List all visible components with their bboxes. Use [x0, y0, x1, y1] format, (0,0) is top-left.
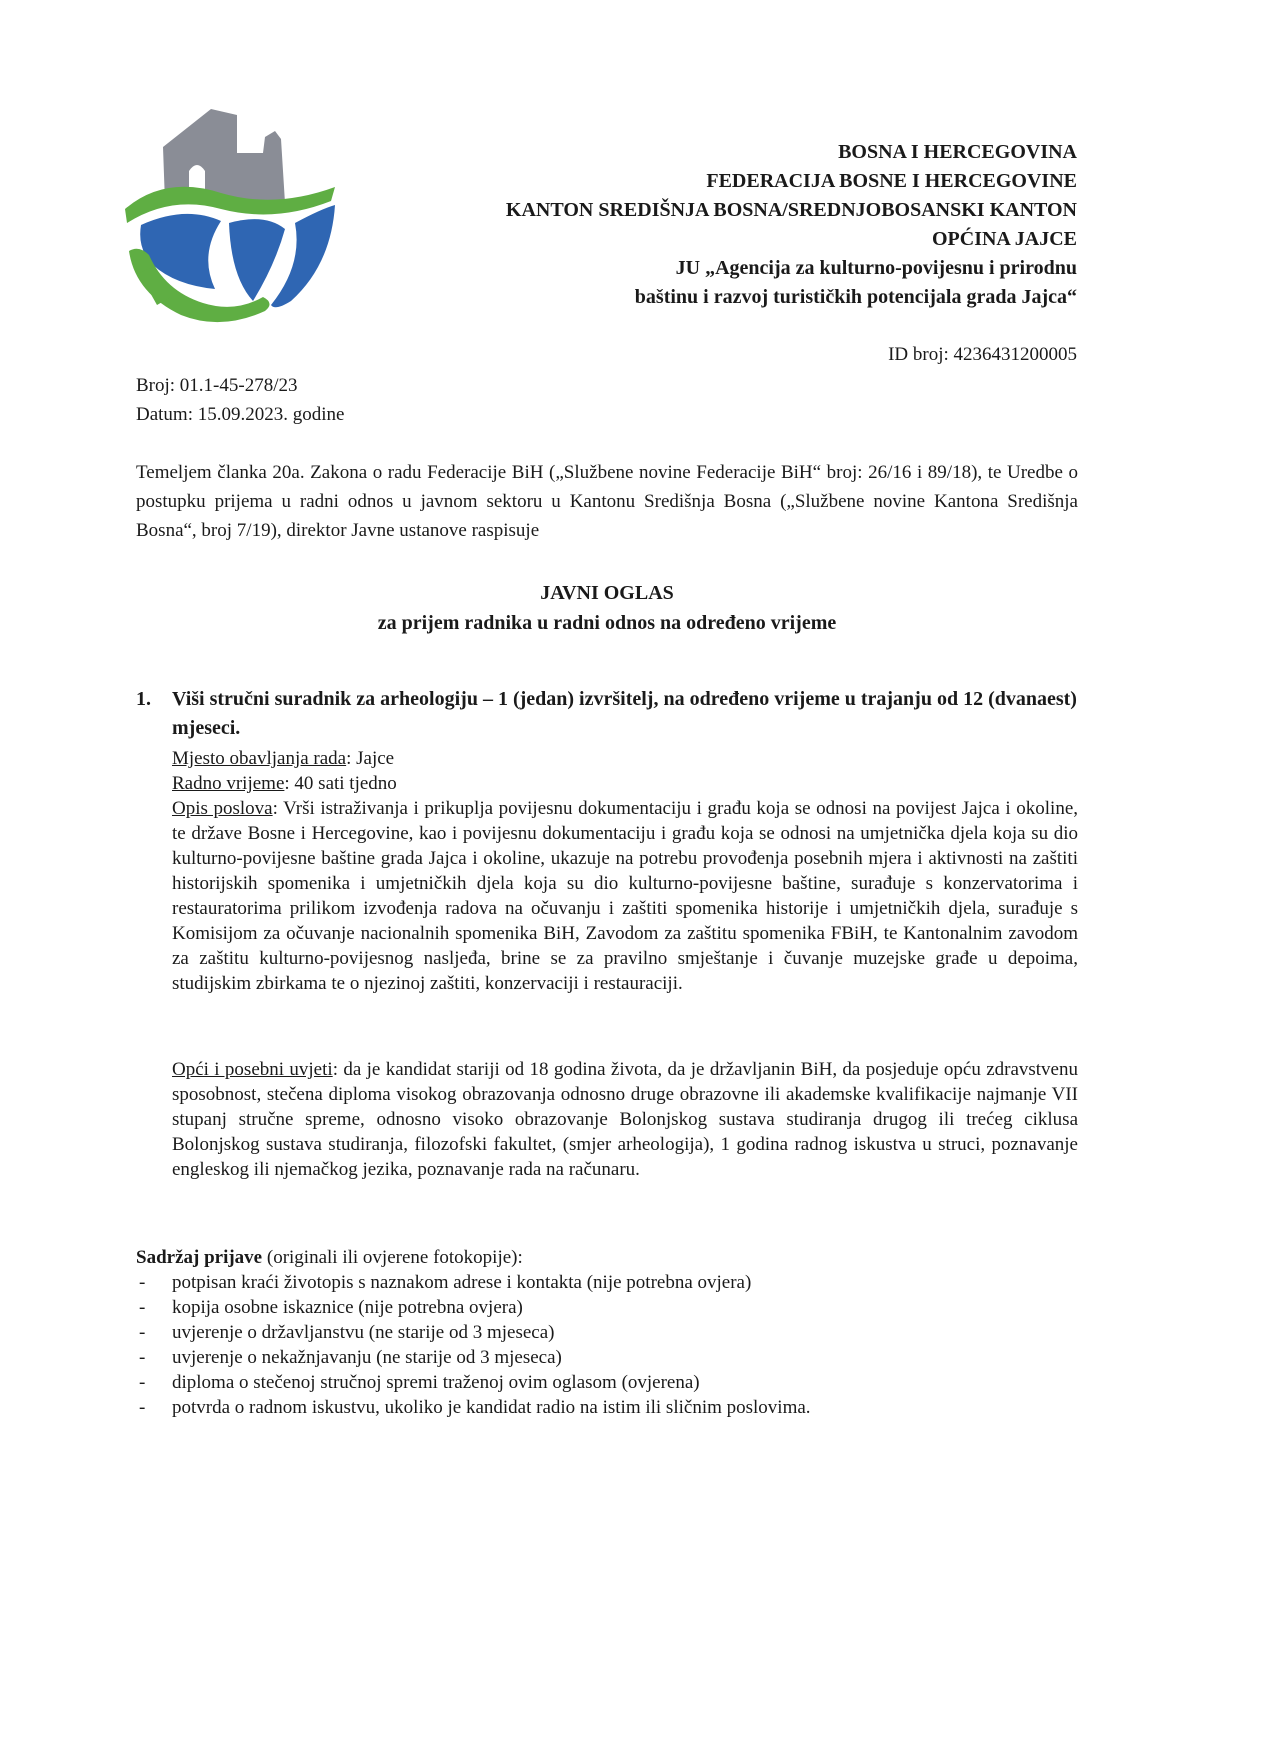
list-item-diploma: diploma o stečenoj stručnoj spremi traženoj ovim oglasom (ovjerena): [172, 1372, 700, 1393]
list-item-no-criminal-record: uvjerenje o nekažnjavanju (ne starije od 3 mjeseca): [172, 1347, 562, 1368]
header-federation: FEDERACIJA BOSNE I HERCEGOVINE: [706, 170, 1077, 192]
list-item: [136, 1295, 1078, 1320]
list-item-citizenship: uvjerenje o državljanstvu (ne starije od 3 mjeseca): [172, 1322, 555, 1343]
id-number: ID broj: 4236431200005: [888, 344, 1077, 365]
logo-blue-right: [271, 205, 335, 307]
list-dash: -: [139, 1372, 146, 1393]
announcement-title: [136, 578, 1078, 638]
working-hours-label: Radno vrijeme: [172, 773, 285, 794]
header-agency-line2: baštinu i razvoj turističkih potencijala grada Jajca“: [634, 286, 1077, 308]
working-hours: [172, 771, 1078, 796]
list-item: [136, 1345, 1078, 1370]
working-hours-value: : 40 sati tjedno: [284, 773, 397, 794]
requirements-label: Opći i posebni uvjeti: [172, 1059, 333, 1080]
work-location-value: : Jajce: [346, 748, 395, 769]
application-contents-note: (originali ili ovjerene fotokopije):: [262, 1247, 523, 1268]
header-country: BOSNA I HERCEGOVINA: [838, 141, 1077, 163]
list-item-id-copy: kopija osobne iskaznice (nije potrebna ovjera): [172, 1297, 523, 1318]
list-item-text: [172, 1270, 751, 1295]
reference-number: Broj: 01.1-45-278/23: [136, 375, 298, 396]
document-references: [136, 371, 344, 429]
title-main: JAVNI OGLAS: [540, 582, 674, 604]
header-agency-line1: JU „Agencija za kulturno-povijesnu i prirodnu: [675, 257, 1077, 279]
list-item-cv: potpisan kraći životopis s naznakom adrese i kontakta (nije potrebna ovjera): [172, 1272, 752, 1293]
logo-blue-center: [229, 219, 285, 301]
job-description: [172, 796, 1078, 996]
list-dash: -: [139, 1272, 146, 1293]
agency-logo: [125, 105, 355, 345]
position-heading: [136, 685, 1078, 743]
header-canton: KANTON SREDIŠNJA BOSNA/SREDNJOBOSANSKI KANTON: [505, 199, 1077, 221]
list-dash: -: [139, 1347, 146, 1368]
requirements: [172, 1057, 1078, 1182]
work-location-label: Mjesto obavljanja rada: [172, 748, 347, 769]
application-contents-list: [136, 1270, 1078, 1420]
title-sub: za prijem radnika u radni odnos na određeno vrijeme: [377, 612, 837, 634]
list-dash: -: [139, 1297, 146, 1318]
header-municipality: OPĆINA JAJCE: [931, 228, 1077, 250]
list-dash: -: [139, 1397, 146, 1418]
document-header: [506, 138, 1077, 312]
position-title: Viši stručni suradnik za arheologiju – 1 (jedan) izvršitelj, na određeno vrijeme u trajanju od 12 (dvanaest) mjeseci.: [172, 688, 1077, 739]
position-number: 1.: [136, 688, 151, 710]
list-dash: -: [139, 1322, 146, 1343]
list-item: [136, 1320, 1078, 1345]
list-item-work-experience: potvrda o radnom iskustvu, ukoliko je kandidat radio na istim ili sličnim poslovima.: [172, 1397, 811, 1418]
list-item: [136, 1370, 1078, 1395]
job-description-text: : Vrši istraživanja i prikuplja povijesnu dokumentaciju i građu koja se odnosi na povijest Jajca i okoline, te države Bosne i Hercegovine, kao i povijesnu dokumentaciju i građu koja se odnosi na umjetnička djela koja su dio kulturno-povijesne baštine grada Jajca i okoline, ukazuje na potrebu provođenja posebnih mjera i aktivnosti na zaštiti historijskih spomenika i umjetničkih djela koja su dio kulturno-povijesne baštine, surađuje s konzervatorima i restauratorima prilikom izvođenja radova na očuvanju i zaštiti spomenika historije i umjetničkih djela, surađuje s Komisijom za očuvanje nacionalnih spomenika BiH, Zavodom za zaštitu spomenika FBiH, te Kantonalnim zavodom za zaštitu kulturno-povijesnog nasljeđa, brine se za pravilno smještanje i čuvanje muzejske građe u depoima, studijskim zbirkama te o njezinoj zaštiti, konzervaciji i restauraciji.: [172, 798, 1079, 994]
intro-paragraph: Temeljem članka 20a. Zakona o radu Federacije BiH („Službene novine Federacije BiH“ broj: 26/16 i 89/18), te Uredbe o postupku prijema u radni odnos u javnom sektoru u Kantonu Središnja Bosna („Službene novine Kantona Središnja Bosna“, broj 7/19), direktor Javne ustanove raspisuje: [136, 462, 1078, 541]
application-contents-label: Sadržaj prijave: [136, 1247, 263, 1268]
list-item: [136, 1395, 1078, 1420]
job-description-label: Opis poslova: [172, 798, 273, 819]
application-contents-heading: [136, 1245, 523, 1270]
list-item: [136, 1270, 1078, 1295]
document-date: Datum: 15.09.2023. godine: [136, 404, 345, 425]
work-location: [172, 746, 1078, 771]
requirements-text: : da je kandidat stariji od 18 godina života, da je državljanin BiH, da posjeduje opću zdravstvenu sposobnost, stečena diploma visokog obrazovanja odnosno druge obrazovne ili akademske kvalifikacije najmanje VII stupanj stručne spreme, odnosno visoko obrazovanje Bolonjskog sustava studiranja drugog ili trećeg ciklusa Bolonjskog sustava studiranja, filozofski fakultet, (smjer arheologija), 1 godina radnog iskustva u struci, poznavanje engleskog ili njemačkog jezika, poznavanje rada na računaru.: [172, 1059, 1078, 1180]
